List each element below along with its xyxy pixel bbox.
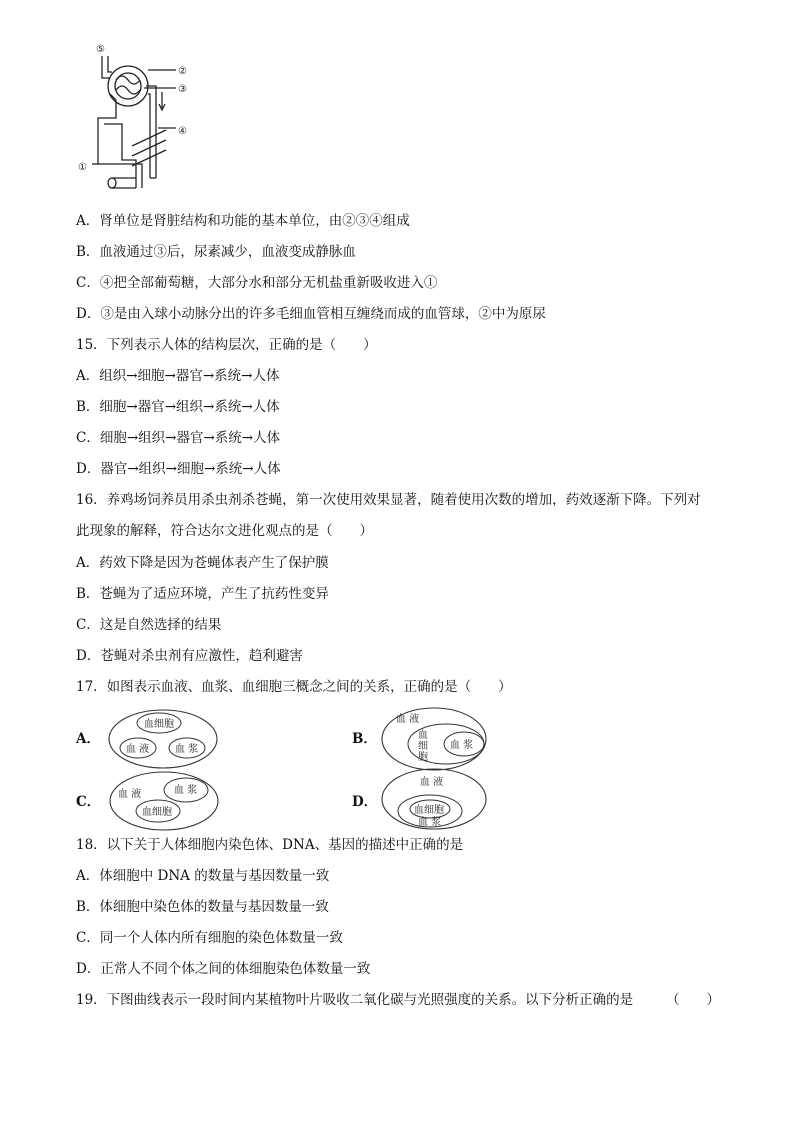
q17-letter-b: B． (352, 731, 377, 747)
q18-option-c: C．同一个人体内所有细胞的染色体数量一致 (76, 930, 343, 946)
q17-diagram-c (106, 769, 222, 833)
q14-option-b: B．血液通过③后，尿素减少，血液变成静脉血 (76, 244, 356, 260)
q15-stem: 15．下列表示人体的结构层次，正确的是（ ） (76, 337, 377, 353)
diagram-d-label-2: 血细胞 (414, 805, 444, 816)
q17-diagram-b (380, 706, 490, 772)
q18-stem: 18．以下关于人体细胞内染色体、DNA、基因的描述中正确的是 (76, 837, 464, 853)
q18-option-b: B．体细胞中染色体的数量与基因数量一致 (76, 899, 329, 915)
diagram-d-label-3: 血 浆 (418, 817, 442, 828)
figure-label-1: ① (78, 162, 87, 173)
q16-stem-line2: 此现象的解释，符合达尔文进化观点的是（ ） (76, 523, 373, 539)
figure-label-3: ③ (178, 84, 187, 95)
q15-option-d: D．器官→组织→细胞→系统→人体 (76, 461, 281, 477)
diagram-b-label-5: 血 浆 (450, 740, 474, 751)
diagram-b-label-4: 胞 (418, 752, 428, 763)
nephron-figure (76, 38, 206, 198)
q19-stem: 19．下图曲线表示一段时间内某植物叶片吸收二氧化碳与光照强度的关系。以下分析正确的是 (76, 992, 634, 1008)
q17-letter-a: A． (76, 731, 100, 747)
diagram-a-label-3: 血 浆 (175, 744, 199, 755)
q15-option-b: B．细胞→器官→组织→系统→人体 (76, 399, 280, 415)
figure-label-5: ⑤ (96, 44, 105, 55)
q15-option-c: C．细胞→组织→器官→系统→人体 (76, 430, 281, 446)
q17-stem: 17．如图表示血液、血浆、血细胞三概念之间的关系，正确的是（ ） (76, 679, 512, 695)
q17-letter-d: D． (352, 794, 378, 810)
q18-option-d: D．正常人不同个体之间的体细胞染色体数量一致 (76, 961, 371, 977)
q17-diagram-a (105, 707, 225, 771)
diagram-b-label-3: 细 (418, 741, 428, 752)
q19-answer-paren: （ ） (666, 992, 720, 1008)
figure-label-4: ④ (178, 126, 187, 137)
q15-option-a: A．组织→细胞→器官→系统→人体 (76, 368, 280, 384)
q16-option-a: A．药效下降是因为苍蝇体表产生了保护膜 (76, 555, 329, 571)
q16-option-b: B．苍蝇为了适应环境，产生了抗药性变异 (76, 586, 329, 602)
q14-option-d: D．③是由入球小动脉分出的许多毛细血管相互缠绕而成的血管球，②中为原尿 (76, 306, 546, 322)
figure-label-2: ② (178, 66, 187, 77)
q17-diagram-d (380, 767, 490, 831)
q16-option-c: C．这是自然选择的结果 (76, 617, 222, 633)
diagram-c-label-2: 血 浆 (174, 785, 198, 796)
diagram-a-label-2: 血 液 (126, 744, 150, 755)
diagram-b-label-2: 血 (418, 730, 428, 741)
diagram-d-label-1: 血 液 (420, 777, 444, 788)
diagram-b-label-1: 血 液 (396, 714, 420, 725)
q16-option-d: D．苍蝇对杀虫剂有应激性，趋利避害 (76, 648, 303, 664)
q14-option-a: A．肾单位是肾脏结构和功能的基本单位，由②③④组成 (76, 213, 410, 229)
diagram-c-label-1: 血 液 (118, 789, 142, 800)
q18-option-a: A．体细胞中 DNA 的数量与基因数量一致 (76, 868, 330, 884)
diagram-c-label-3: 血细胞 (142, 807, 172, 818)
diagram-a-label-1: 血细胞 (144, 719, 174, 730)
q14-option-c: C．④把全部葡萄糖，大部分水和部分无机盐重新吸收进入① (76, 275, 438, 291)
q16-stem-line1: 16．养鸡场饲养员用杀虫剂杀苍蝇，第一次使用效果显著，随着使用次数的增加，药效逐渐下降。下列对 (76, 492, 701, 508)
q17-letter-c: C． (76, 794, 101, 810)
